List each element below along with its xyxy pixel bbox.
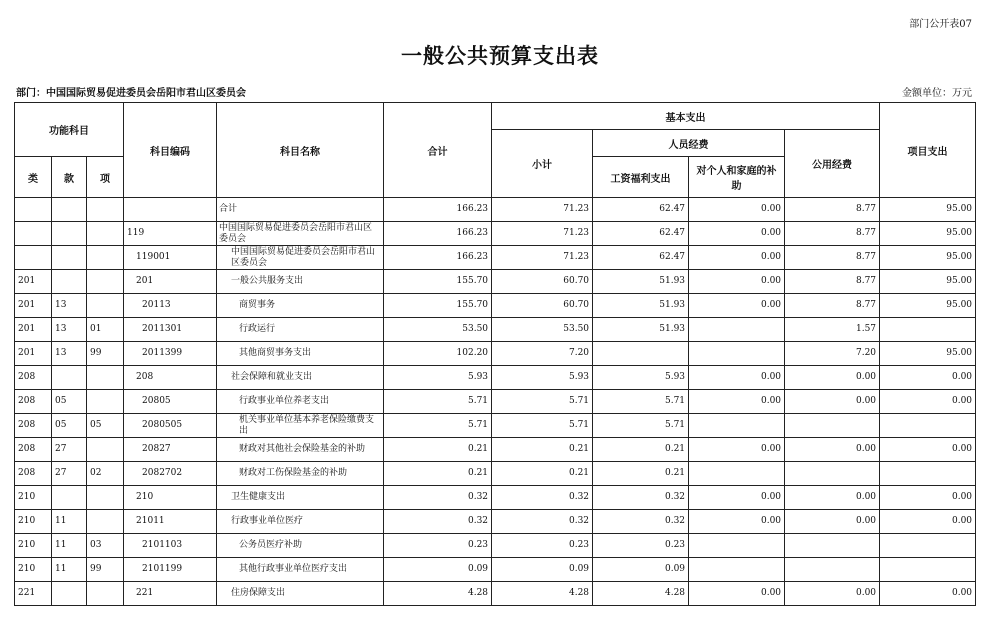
cell-kuan: 27 bbox=[52, 462, 87, 486]
cell-public bbox=[785, 534, 880, 558]
header-subtotal: 小计 bbox=[492, 130, 593, 198]
header-name: 科目名称 bbox=[217, 103, 384, 198]
table-row bbox=[15, 294, 976, 318]
cell-kuan bbox=[52, 198, 87, 222]
table-row bbox=[15, 222, 976, 246]
cell-total: 166.23 bbox=[384, 246, 492, 270]
cell-family bbox=[689, 318, 785, 342]
cell-total: 166.23 bbox=[384, 198, 492, 222]
cell-lei: 208 bbox=[15, 462, 52, 486]
cell-xiang bbox=[87, 246, 124, 270]
cell-wages: 5.71 bbox=[593, 390, 689, 414]
cell-wages: 4.28 bbox=[593, 582, 689, 606]
cell-wages: 0.32 bbox=[593, 486, 689, 510]
cell-public: 8.77 bbox=[785, 222, 880, 246]
cell-total: 0.32 bbox=[384, 486, 492, 510]
cell-name: 行政事业单位养老支出 bbox=[217, 390, 384, 414]
header-basic: 基本支出 bbox=[492, 103, 880, 130]
cell-name: 中国国际贸易促进委员会岳阳市君山区委员会 bbox=[217, 222, 384, 246]
cell-code: 21011 bbox=[124, 510, 217, 534]
page-title: 一般公共预算支出表 bbox=[401, 44, 599, 68]
cell-public: 0.00 bbox=[785, 438, 880, 462]
cell-name: 社会保障和就业支出 bbox=[217, 366, 384, 390]
table-row bbox=[15, 414, 976, 438]
department-label: 部门：中国国际贸易促进委员会岳阳市君山区委员会 bbox=[16, 88, 246, 99]
cell-subtotal: 71.23 bbox=[492, 246, 593, 270]
header-func-subject: 功能科目 bbox=[15, 103, 124, 157]
cell-code: 2080505 bbox=[124, 414, 217, 438]
cell-name: 财政对工伤保险基金的补助 bbox=[217, 462, 384, 486]
cell-code: 2101199 bbox=[124, 558, 217, 582]
cell-public: 1.57 bbox=[785, 318, 880, 342]
cell-family: 0.00 bbox=[689, 222, 785, 246]
cell-family: 0.00 bbox=[689, 510, 785, 534]
cell-name: 商贸事务 bbox=[217, 294, 384, 318]
cell-xiang: 03 bbox=[87, 534, 124, 558]
cell-total: 155.70 bbox=[384, 270, 492, 294]
table-row bbox=[15, 390, 976, 414]
header-code: 科目编码 bbox=[124, 103, 217, 198]
cell-subtotal: 0.21 bbox=[492, 462, 593, 486]
cell-name: 其他行政事业单位医疗支出 bbox=[217, 558, 384, 582]
cell-kuan: 11 bbox=[52, 534, 87, 558]
cell-total: 166.23 bbox=[384, 222, 492, 246]
cell-project: 95.00 bbox=[880, 270, 976, 294]
cell-kuan: 13 bbox=[52, 318, 87, 342]
cell-xiang: 05 bbox=[87, 414, 124, 438]
cell-public bbox=[785, 558, 880, 582]
cell-subtotal: 60.70 bbox=[492, 294, 593, 318]
cell-lei: 208 bbox=[15, 390, 52, 414]
cell-wages: 5.93 bbox=[593, 366, 689, 390]
cell-public: 8.77 bbox=[785, 294, 880, 318]
cell-xiang: 99 bbox=[87, 558, 124, 582]
cell-public: 8.77 bbox=[785, 246, 880, 270]
cell-xiang bbox=[87, 294, 124, 318]
cell-kuan bbox=[52, 582, 87, 606]
cell-kuan bbox=[52, 366, 87, 390]
cell-family: 0.00 bbox=[689, 486, 785, 510]
header-public: 公用经费 bbox=[785, 130, 880, 198]
cell-subtotal: 0.32 bbox=[492, 486, 593, 510]
cell-subtotal: 5.71 bbox=[492, 414, 593, 438]
cell-public bbox=[785, 414, 880, 438]
cell-lei: 201 bbox=[15, 270, 52, 294]
cell-code: 208 bbox=[124, 366, 217, 390]
table-row bbox=[15, 198, 976, 222]
cell-project bbox=[880, 462, 976, 486]
cell-kuan bbox=[52, 486, 87, 510]
cell-name: 机关事业单位基本养老保险缴费支出 bbox=[217, 414, 384, 438]
cell-public: 0.00 bbox=[785, 366, 880, 390]
cell-public: 0.00 bbox=[785, 582, 880, 606]
header-project: 项目支出 bbox=[880, 103, 976, 198]
cell-name: 行政事业单位医疗 bbox=[217, 510, 384, 534]
cell-family bbox=[689, 414, 785, 438]
table-row bbox=[15, 462, 976, 486]
cell-total: 102.20 bbox=[384, 342, 492, 366]
cell-wages bbox=[593, 342, 689, 366]
cell-public: 0.00 bbox=[785, 390, 880, 414]
cell-wages: 51.93 bbox=[593, 318, 689, 342]
header-total: 合计 bbox=[384, 103, 492, 198]
cell-family: 0.00 bbox=[689, 246, 785, 270]
cell-public: 0.00 bbox=[785, 486, 880, 510]
cell-project: 0.00 bbox=[880, 582, 976, 606]
cell-project bbox=[880, 534, 976, 558]
cell-wages: 0.32 bbox=[593, 510, 689, 534]
cell-name: 卫生健康支出 bbox=[217, 486, 384, 510]
cell-kuan: 05 bbox=[52, 390, 87, 414]
cell-xiang: 99 bbox=[87, 342, 124, 366]
cell-subtotal: 71.23 bbox=[492, 222, 593, 246]
cell-code: 119 bbox=[124, 222, 217, 246]
cell-wages: 51.93 bbox=[593, 270, 689, 294]
cell-public: 8.77 bbox=[785, 198, 880, 222]
table-row bbox=[15, 510, 976, 534]
cell-code: 201 bbox=[124, 270, 217, 294]
cell-xiang bbox=[87, 582, 124, 606]
cell-name: 一般公共服务支出 bbox=[217, 270, 384, 294]
cell-project: 0.00 bbox=[880, 438, 976, 462]
cell-xiang: 02 bbox=[87, 462, 124, 486]
cell-family: 0.00 bbox=[689, 294, 785, 318]
cell-project: 0.00 bbox=[880, 486, 976, 510]
cell-project bbox=[880, 318, 976, 342]
cell-family: 0.00 bbox=[689, 438, 785, 462]
cell-code bbox=[124, 198, 217, 222]
cell-family: 0.00 bbox=[689, 582, 785, 606]
cell-xiang bbox=[87, 222, 124, 246]
cell-lei: 210 bbox=[15, 510, 52, 534]
cell-total: 4.28 bbox=[384, 582, 492, 606]
header-kuan: 款 bbox=[52, 157, 87, 198]
cell-total: 0.21 bbox=[384, 438, 492, 462]
cell-project: 95.00 bbox=[880, 198, 976, 222]
cell-xiang bbox=[87, 390, 124, 414]
header-family: 对个人和家庭的补助 bbox=[689, 157, 785, 198]
cell-lei bbox=[15, 246, 52, 270]
cell-xiang bbox=[87, 198, 124, 222]
form-number: 部门公开表07 bbox=[909, 19, 972, 30]
table-row bbox=[15, 318, 976, 342]
cell-project bbox=[880, 414, 976, 438]
cell-xiang bbox=[87, 510, 124, 534]
cell-public: 7.20 bbox=[785, 342, 880, 366]
cell-lei: 201 bbox=[15, 318, 52, 342]
cell-public: 8.77 bbox=[785, 270, 880, 294]
cell-lei: 210 bbox=[15, 534, 52, 558]
cell-project: 0.00 bbox=[880, 390, 976, 414]
cell-public: 0.00 bbox=[785, 510, 880, 534]
cell-kuan: 13 bbox=[52, 342, 87, 366]
cell-kuan bbox=[52, 246, 87, 270]
cell-xiang bbox=[87, 438, 124, 462]
cell-subtotal: 0.09 bbox=[492, 558, 593, 582]
cell-name: 行政运行 bbox=[217, 318, 384, 342]
cell-xiang bbox=[87, 366, 124, 390]
cell-project: 95.00 bbox=[880, 222, 976, 246]
cell-name: 其他商贸事务支出 bbox=[217, 342, 384, 366]
cell-kuan bbox=[52, 270, 87, 294]
cell-total: 0.09 bbox=[384, 558, 492, 582]
cell-family: 0.00 bbox=[689, 198, 785, 222]
cell-wages: 0.09 bbox=[593, 558, 689, 582]
cell-wages: 62.47 bbox=[593, 222, 689, 246]
budget-table bbox=[14, 102, 976, 606]
cell-wages: 5.71 bbox=[593, 414, 689, 438]
cell-lei: 221 bbox=[15, 582, 52, 606]
cell-subtotal: 5.71 bbox=[492, 390, 593, 414]
cell-total: 0.23 bbox=[384, 534, 492, 558]
cell-code: 221 bbox=[124, 582, 217, 606]
cell-total: 155.70 bbox=[384, 294, 492, 318]
cell-subtotal: 53.50 bbox=[492, 318, 593, 342]
cell-project bbox=[880, 558, 976, 582]
cell-wages: 0.23 bbox=[593, 534, 689, 558]
table-row bbox=[15, 366, 976, 390]
unit-label: 金额单位：万元 bbox=[902, 88, 972, 99]
cell-project: 95.00 bbox=[880, 294, 976, 318]
cell-project: 95.00 bbox=[880, 342, 976, 366]
cell-project: 0.00 bbox=[880, 510, 976, 534]
cell-project: 95.00 bbox=[880, 246, 976, 270]
cell-lei: 210 bbox=[15, 558, 52, 582]
cell-name: 住房保障支出 bbox=[217, 582, 384, 606]
cell-name: 合计 bbox=[217, 198, 384, 222]
cell-lei: 208 bbox=[15, 414, 52, 438]
cell-code: 20827 bbox=[124, 438, 217, 462]
cell-code: 2082702 bbox=[124, 462, 217, 486]
table-row bbox=[15, 342, 976, 366]
cell-name: 公务员医疗补助 bbox=[217, 534, 384, 558]
cell-total: 5.93 bbox=[384, 366, 492, 390]
table-row bbox=[15, 534, 976, 558]
cell-lei: 208 bbox=[15, 438, 52, 462]
cell-subtotal: 0.23 bbox=[492, 534, 593, 558]
cell-kuan bbox=[52, 222, 87, 246]
cell-lei: 201 bbox=[15, 342, 52, 366]
cell-family bbox=[689, 342, 785, 366]
cell-subtotal: 7.20 bbox=[492, 342, 593, 366]
cell-family bbox=[689, 462, 785, 486]
cell-subtotal: 0.21 bbox=[492, 438, 593, 462]
cell-subtotal: 0.32 bbox=[492, 510, 593, 534]
cell-family bbox=[689, 558, 785, 582]
cell-total: 53.50 bbox=[384, 318, 492, 342]
cell-kuan: 13 bbox=[52, 294, 87, 318]
cell-kuan: 11 bbox=[52, 510, 87, 534]
header-wages: 工资福利支出 bbox=[593, 157, 689, 198]
cell-total: 0.32 bbox=[384, 510, 492, 534]
cell-subtotal: 4.28 bbox=[492, 582, 593, 606]
cell-family: 0.00 bbox=[689, 390, 785, 414]
cell-family: 0.00 bbox=[689, 270, 785, 294]
table-row bbox=[15, 486, 976, 510]
cell-code: 20113 bbox=[124, 294, 217, 318]
cell-wages: 51.93 bbox=[593, 294, 689, 318]
cell-wages: 0.21 bbox=[593, 462, 689, 486]
cell-family: 0.00 bbox=[689, 366, 785, 390]
header-personnel: 人员经费 bbox=[593, 130, 785, 157]
cell-code: 2101103 bbox=[124, 534, 217, 558]
cell-subtotal: 60.70 bbox=[492, 270, 593, 294]
cell-total: 5.71 bbox=[384, 390, 492, 414]
cell-wages: 0.21 bbox=[593, 438, 689, 462]
cell-project: 0.00 bbox=[880, 366, 976, 390]
cell-name: 财政对其他社会保险基金的补助 bbox=[217, 438, 384, 462]
cell-xiang: 01 bbox=[87, 318, 124, 342]
cell-kuan: 05 bbox=[52, 414, 87, 438]
cell-code: 210 bbox=[124, 486, 217, 510]
table-row bbox=[15, 438, 976, 462]
cell-kuan: 11 bbox=[52, 558, 87, 582]
cell-wages: 62.47 bbox=[593, 198, 689, 222]
cell-code: 2011399 bbox=[124, 342, 217, 366]
cell-lei: 201 bbox=[15, 294, 52, 318]
cell-public bbox=[785, 462, 880, 486]
table-row bbox=[15, 270, 976, 294]
cell-name: 中国国际贸易促进委员会岳阳市君山区委员会 bbox=[217, 246, 384, 270]
cell-lei bbox=[15, 198, 52, 222]
cell-lei: 210 bbox=[15, 486, 52, 510]
cell-lei bbox=[15, 222, 52, 246]
cell-lei: 208 bbox=[15, 366, 52, 390]
cell-family bbox=[689, 534, 785, 558]
cell-subtotal: 71.23 bbox=[492, 198, 593, 222]
cell-total: 0.21 bbox=[384, 462, 492, 486]
cell-code: 119001 bbox=[124, 246, 217, 270]
cell-subtotal: 5.93 bbox=[492, 366, 593, 390]
cell-code: 20805 bbox=[124, 390, 217, 414]
header-lei: 类 bbox=[15, 157, 52, 198]
cell-code: 2011301 bbox=[124, 318, 217, 342]
table-row bbox=[15, 558, 976, 582]
table-row bbox=[15, 582, 976, 606]
cell-xiang bbox=[87, 270, 124, 294]
cell-xiang bbox=[87, 486, 124, 510]
cell-total: 5.71 bbox=[384, 414, 492, 438]
header-xiang: 项 bbox=[87, 157, 124, 198]
table-row bbox=[15, 246, 976, 270]
cell-wages: 62.47 bbox=[593, 246, 689, 270]
cell-kuan: 27 bbox=[52, 438, 87, 462]
